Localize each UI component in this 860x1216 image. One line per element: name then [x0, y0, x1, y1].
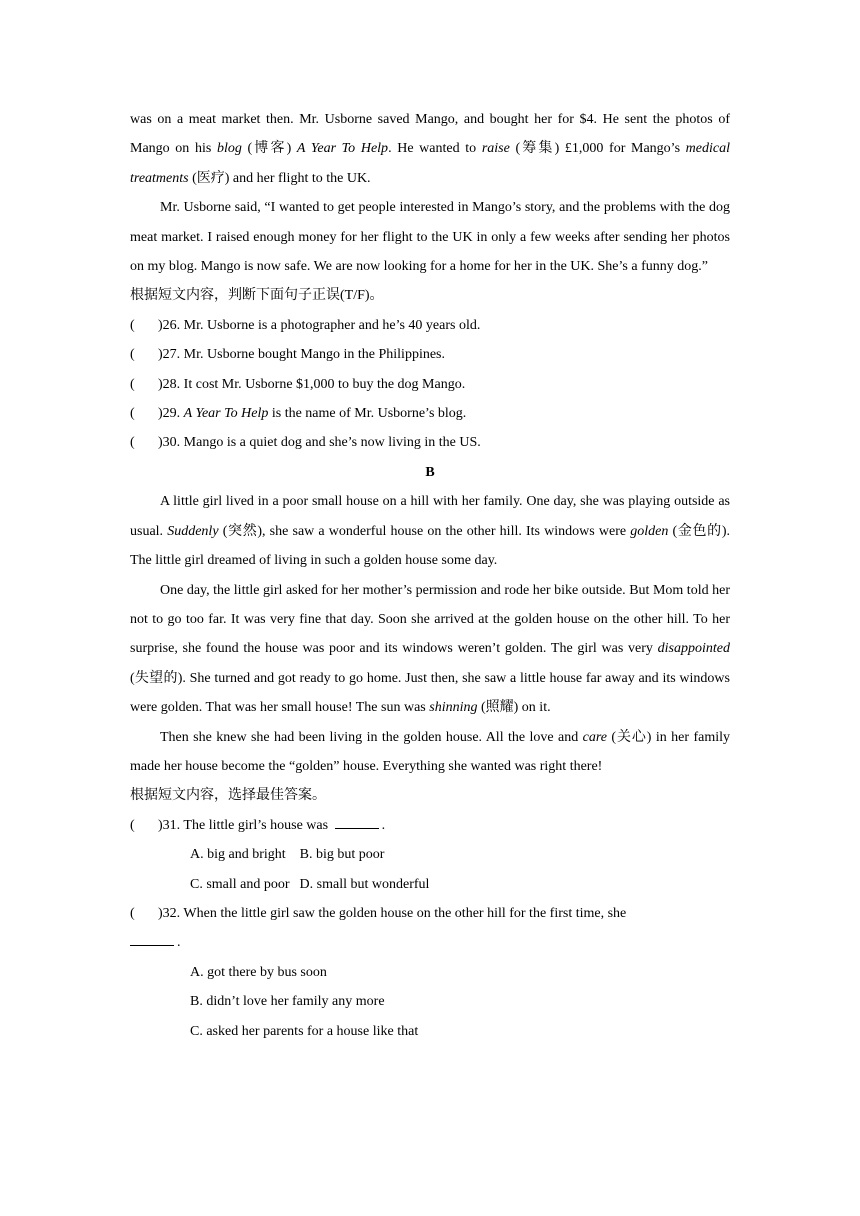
instruction-true-false: 根据短文内容，判断下面句子正误(T/F)。: [130, 288, 384, 304]
question-text: It cost Mr. Usborne $1,000 to buy the dog Mango.: [183, 376, 466, 392]
answer-bracket[interactable]: (: [130, 317, 135, 333]
italic-term-raise: raise: [481, 141, 510, 157]
question-27: ( )27. Mr. Usborne bought Mango in the Philippines.: [130, 340, 730, 369]
answer-bracket[interactable]: (: [130, 406, 135, 422]
question-number: 27: [162, 347, 177, 363]
italic-term-suddenly: Suddenly: [167, 523, 219, 539]
options-row: [130, 840, 730, 869]
section-heading-b: B: [425, 464, 435, 480]
italic-term-disappointed: disappointed: [657, 641, 730, 657]
answer-bracket[interactable]: (: [130, 435, 135, 451]
question-31: ( )31. The little girl’s house was .: [130, 811, 730, 840]
italic-title-blog-name: A Year To Help: [183, 406, 269, 422]
question-text: Mr. Usborne is a photographer and he’s 40 years old.: [183, 317, 481, 333]
passage-a-paragraph-2: Mr. Usborne said, “I wanted to get people interested in Mango’s story, and the problems with the dog meat market. I raised enough money for her flight to the UK in only a few weeks after sending her photos on my blog. Mango is now safe. We are now looking for a home for her in the UK. She’s a funny dog.”: [130, 200, 730, 275]
question-32: ( )32. When the little girl saw the golden house on the other hill for the first time, she: [130, 899, 730, 928]
answer-bracket[interactable]: (: [130, 376, 135, 392]
italic-term-medical-treatments: medical treatments: [130, 141, 730, 186]
question-number: 29: [162, 406, 177, 422]
question-30: ( )30. Mango is a quiet dog and she’s now living in the US.: [130, 428, 730, 457]
passage-b-paragraph-3: Then she knew she had been living in the golden house. All the love and care (关心) in her family made her house become the “golden” house. Everything she wanted was right there!: [130, 729, 730, 774]
question-number: 30: [162, 435, 177, 451]
question-text: Mr. Usborne bought Mango in the Philippines.: [183, 347, 445, 363]
document-page: [130, 105, 730, 1046]
text-run: of Mango on his: [130, 112, 730, 157]
option-d[interactable]: D. small but wonderful: [299, 876, 430, 892]
question-number: 32: [162, 905, 177, 921]
question-number: 28: [162, 376, 177, 392]
text-run: (医疗) and her flight to the UK.: [188, 170, 371, 186]
text-run: . He wanted to: [388, 141, 482, 157]
text-run: was on a meat market then. Mr. Usborne saved Mango, and bought her for $4. He sent the photos: [130, 112, 713, 127]
answer-blank[interactable]: [335, 818, 379, 829]
question-number: 26: [162, 317, 177, 333]
question-32-continuation: .: [130, 928, 730, 957]
passage-b-paragraph-1: A little girl lived in a poor small house on a hill with her family. One day, she was playing outside as usual. Suddenly (突然), she saw a wonderful house on the other hill. Its windows were golden (金色的). The little girl dreamed of living in such a golden house some day.: [130, 494, 730, 569]
passage-b-paragraph-2: One day, the little girl asked for her mother’s permission and rode her bike outside. But Mom told her not to go too far. It was very fine that day. Soon she arrived at the golden house on the other hill. To her surprise, she found the house was poor and its windows weren’t golden. The girl was very disappointed (失望的). She turned and got ready to go home. Just then, she saw a little house far away and its windows were golden. That was her small house! The sun was shinning (照耀) on it.: [130, 582, 730, 716]
option-c[interactable]: C. small and poor: [190, 876, 290, 892]
question-text: The little girl’s house was: [183, 817, 329, 833]
option-a[interactable]: A. big and bright: [190, 847, 286, 863]
text-run: (博客): [241, 141, 297, 157]
italic-term-golden: golden: [630, 523, 669, 539]
option-b[interactable]: B. big but poor: [299, 847, 385, 863]
instruction-multiple-choice: 根据短文内容，选择最佳答案。: [130, 788, 326, 804]
answer-bracket[interactable]: (: [130, 817, 135, 833]
question-text: is the name of Mr. Usborne’s blog.: [268, 406, 467, 422]
answer-bracket[interactable]: (: [130, 347, 135, 363]
passage-a-paragraph-1: [130, 105, 730, 193]
question-number: 31: [162, 817, 177, 833]
answer-blank[interactable]: [130, 935, 174, 946]
question-26: ( )26. Mr. Usborne is a photographer and he’s 40 years old.: [130, 311, 730, 340]
question-28: ( )28. It cost Mr. Usborne $1,000 to buy the dog Mango.: [130, 370, 730, 399]
question-29: ( )29. A Year To Help is the name of Mr. Usborne’s blog.: [130, 399, 730, 428]
question-text: Mango is a quiet dog and she’s now living in the US.: [183, 435, 481, 451]
option-a[interactable]: A. got there by bus soon: [190, 964, 327, 980]
italic-title-blog-name: A Year To Help: [296, 141, 389, 157]
answer-bracket[interactable]: (: [130, 905, 135, 921]
italic-term-blog: blog: [216, 141, 242, 157]
option-b[interactable]: B. didn’t love her family any more: [190, 994, 385, 1010]
text-run: (筹集) £1,000 for Mango’s: [509, 141, 681, 157]
option-c[interactable]: C. asked her parents for a house like that: [190, 1023, 419, 1039]
question-text: When the little girl saw the golden house on the other hill for the first time, she: [183, 905, 627, 921]
options-row: [130, 870, 730, 899]
italic-term-care: care: [582, 729, 607, 745]
italic-term-shinning: shinning: [429, 700, 478, 716]
